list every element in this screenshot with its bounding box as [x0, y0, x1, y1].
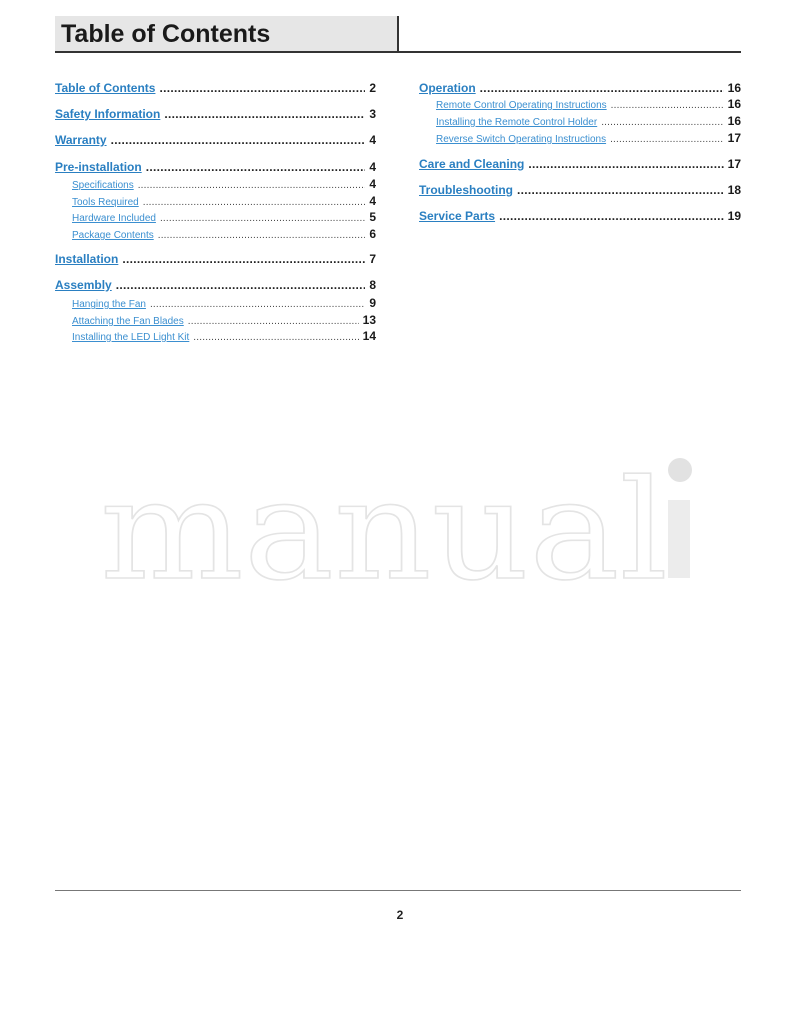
- toc-entry-operation[interactable]: [419, 81, 741, 97]
- toc-entry-attaching-the-fan-blades[interactable]: [72, 313, 376, 326]
- toc-page-number: 9: [369, 296, 376, 310]
- toc-leader: [480, 81, 724, 95]
- toc-link[interactable]: Hanging the Fan: [72, 299, 146, 310]
- toc-link[interactable]: Safety Information: [55, 107, 161, 121]
- toc-page-number: 17: [727, 131, 741, 145]
- toc-leader: [601, 117, 723, 128]
- toc-leader: [160, 213, 365, 224]
- toc-entry-safety-information[interactable]: [55, 107, 376, 123]
- toc-page-number: 2: [369, 81, 376, 95]
- toc-entry-reverse-switch-operating-instructions[interactable]: [436, 131, 741, 144]
- toc-link[interactable]: Remote Control Operating Instructions: [436, 100, 607, 111]
- toc-entry-table-of-contents[interactable]: [55, 81, 376, 97]
- toc-link[interactable]: Table of Contents: [55, 81, 156, 95]
- toc-link[interactable]: Attaching the Fan Blades: [72, 316, 184, 327]
- toc-leader: [116, 278, 366, 292]
- toc-page-number: 7: [369, 252, 376, 266]
- toc-page-number: 4: [369, 194, 376, 208]
- toc-entry-troubleshooting[interactable]: [419, 183, 741, 199]
- toc-entry-remote-control-operating-instructions[interactable]: [436, 97, 741, 110]
- toc-entry-hardware-included[interactable]: [72, 210, 376, 223]
- toc-entry-assembly[interactable]: [55, 278, 376, 294]
- toc-page-number: 17: [727, 157, 741, 171]
- toc-entry-pre-installation[interactable]: [55, 160, 376, 176]
- toc-link[interactable]: Hardware Included: [72, 213, 156, 224]
- toc-page-number: 4: [369, 160, 376, 174]
- toc-entry-service-parts[interactable]: [419, 209, 741, 225]
- toc-page-number: 5: [369, 210, 376, 224]
- toc-page-number: 19: [727, 209, 741, 223]
- toc-leader: [146, 160, 366, 174]
- toc-leader: [164, 107, 365, 121]
- toc-page-number: 14: [362, 329, 376, 343]
- toc-leader: [143, 197, 366, 208]
- toc-link[interactable]: Installing the LED Light Kit: [72, 332, 190, 343]
- toc-link[interactable]: Troubleshooting: [419, 183, 513, 197]
- footer-page-number: 2: [396, 908, 404, 922]
- toc-link[interactable]: Service Parts: [419, 209, 496, 223]
- toc-entry-care-and-cleaning[interactable]: [419, 157, 741, 173]
- toc-page-number: 16: [727, 114, 741, 128]
- toc-link[interactable]: Warranty: [55, 133, 107, 147]
- toc-link[interactable]: Package Contents: [72, 230, 154, 241]
- toc-page-number: 16: [727, 97, 741, 111]
- toc-page-number: 4: [369, 133, 376, 147]
- toc-entry-hanging-the-fan[interactable]: [72, 296, 376, 309]
- toc-leader: [193, 332, 358, 343]
- toc-entry-installation[interactable]: [55, 252, 376, 268]
- toc-leader: [499, 209, 724, 223]
- toc-page-number: 13: [362, 313, 376, 327]
- footer-rule: [55, 890, 741, 891]
- toc-leader: [188, 316, 359, 327]
- toc-link[interactable]: Pre-installation: [55, 160, 142, 174]
- toc-page-number: 3: [369, 107, 376, 121]
- toc-page-number: 18: [727, 183, 741, 197]
- toc-link[interactable]: Care and Cleaning: [419, 157, 525, 171]
- toc-page-number: 8: [369, 278, 376, 292]
- toc-leader: [611, 100, 724, 111]
- toc-leader: [517, 183, 724, 197]
- toc-leader: [158, 230, 366, 241]
- toc-link[interactable]: Installation: [55, 252, 119, 266]
- toc-link[interactable]: Operation: [419, 81, 476, 95]
- toc-leader: [111, 133, 366, 147]
- toc-link[interactable]: Installing the Remote Control Holder: [436, 117, 598, 128]
- toc-entry-package-contents[interactable]: [72, 227, 376, 240]
- toc-leader: [138, 180, 366, 191]
- page-title: Table of Contents: [61, 20, 271, 48]
- toc-page-number: 16: [727, 81, 741, 95]
- toc-link[interactable]: Assembly: [55, 278, 112, 292]
- watermark-logo: [100, 456, 700, 586]
- header-rule: [55, 51, 741, 53]
- toc-entry-installing-the-led-light-kit[interactable]: [72, 329, 376, 342]
- toc-entry-warranty[interactable]: [55, 133, 376, 149]
- toc-leader: [150, 299, 365, 310]
- toc-link[interactable]: Specifications: [72, 180, 134, 191]
- toc-page-number: 6: [369, 227, 376, 241]
- toc-link[interactable]: Reverse Switch Operating Instructions: [436, 134, 607, 145]
- toc-entry-installing-the-remote-control-holder[interactable]: [436, 114, 741, 127]
- toc-page-number: 4: [369, 177, 376, 191]
- toc-link[interactable]: Tools Required: [72, 197, 139, 208]
- toc-entry-tools-required[interactable]: [72, 194, 376, 207]
- svg-text:manual: manual: [100, 456, 668, 586]
- toc-leader: [528, 157, 723, 171]
- toc-leader: [610, 134, 724, 145]
- header-divider: [397, 16, 399, 52]
- toc-entry-specifications[interactable]: [72, 177, 376, 190]
- toc-leader: [159, 81, 365, 95]
- toc-leader: [122, 252, 365, 266]
